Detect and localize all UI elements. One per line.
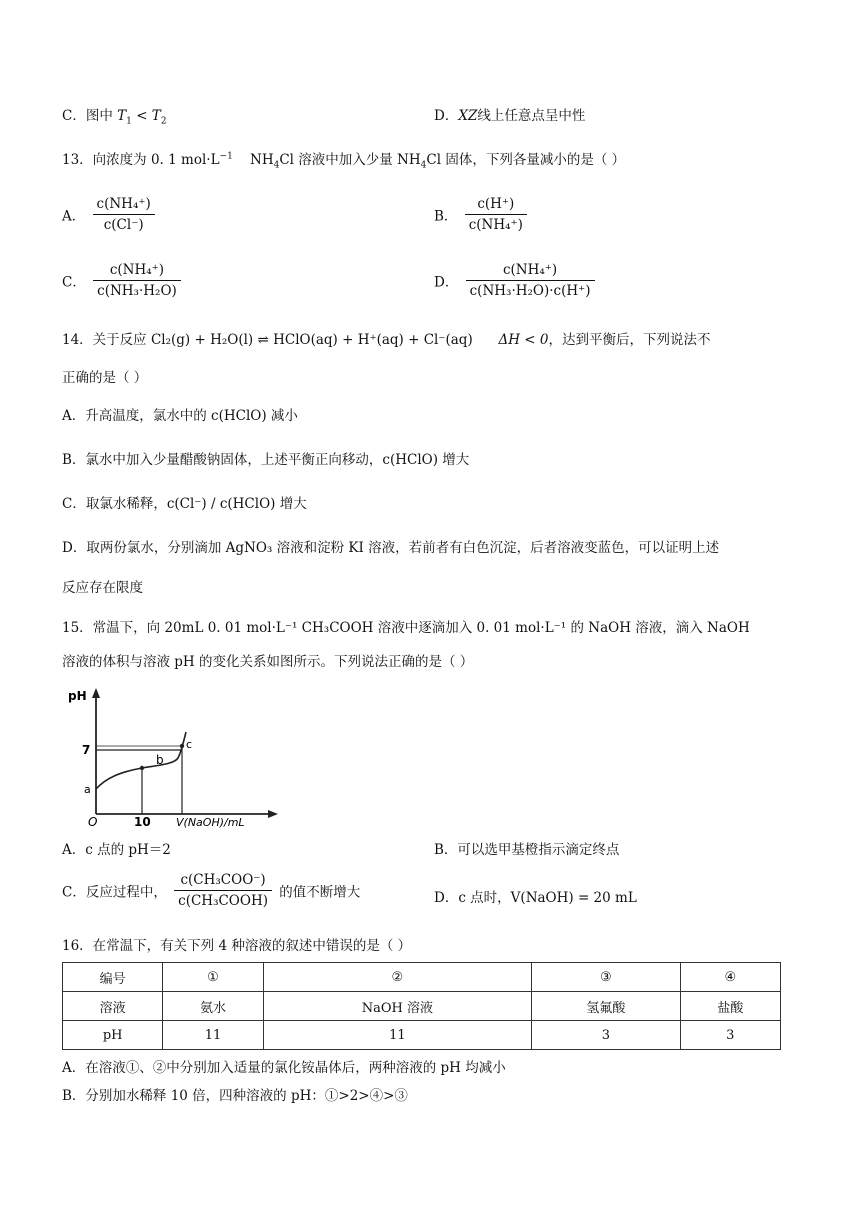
- ylabel: pH: [68, 689, 87, 703]
- table-cell: ②: [263, 963, 531, 992]
- q12-option-c: C．图中 $T_1 < T_2$: [62, 108, 167, 127]
- origin-label: O: [88, 815, 98, 828]
- q16-option-b: B．分别加水稀释 10 倍，四种溶液的 pH：①>2>④>③: [62, 1088, 408, 1104]
- table-cell: 溶液: [63, 992, 163, 1021]
- table-cell: 3: [680, 1021, 780, 1050]
- q14-option-a: A．升高温度，氯水中的 c(HClO) 减小: [62, 408, 298, 424]
- point-b-label: b: [156, 753, 164, 767]
- q15-option-a: A．c 点的 pH＝2: [62, 842, 171, 858]
- q13-option-c: C． $\frac{\text{c(NH₄⁺)}}{\text{c(NH₃·H₂O)}}$: [62, 262, 184, 299]
- table-cell: 11: [163, 1021, 263, 1050]
- q13-stem: 13．向浓度为 0. 1 $mol\cdot L^{-1}$ $NH_4Cl$ 溶液中加入少量 $NH_4Cl$ 固体，下列各量减小的是（ ）: [62, 151, 626, 171]
- point-a-label: a: [84, 783, 91, 796]
- table-cell: 氢氟酸: [532, 992, 681, 1021]
- y-axis-arrow: [92, 688, 100, 698]
- table-row: [63, 963, 781, 992]
- table-cell: pH: [63, 1021, 163, 1050]
- table-row: [63, 992, 781, 1021]
- table-cell: 3: [532, 1021, 681, 1050]
- q15-option-b: B．可以选甲基橙指示滴定终点: [434, 842, 620, 858]
- q13-option-a: A． $\frac{\text{c(NH₄⁺)}}{c(Cl^-)}$: [62, 196, 158, 233]
- xlabel: V(NaOH)/mL: [176, 816, 245, 828]
- y7-label: 7: [82, 743, 91, 757]
- q13-option-d: D． $\frac{\text{c(NH₄⁺)}}{\text{c(NH₃·H₂O)·c(H⁺)}}$: [434, 262, 598, 299]
- table-cell: 盐酸: [680, 992, 780, 1021]
- q12-option-d: D．XZ线上任意点呈中性: [434, 108, 586, 124]
- q15-option-c: C．反应过程中， $\frac{\text{c(CH₃COO⁻)}}{\text{c(CH₃COOH)}}$ 的值不断增大: [62, 872, 361, 909]
- q14-stem-line2: 正确的是（ ）: [62, 370, 148, 386]
- table-row: [63, 1021, 781, 1050]
- table-cell: 氨水: [163, 992, 263, 1021]
- q15-option-d: D．c 点时，V(NaOH) = 20 mL: [434, 890, 637, 906]
- q16-option-a: A．在溶液①、②中分别加入适量的氯化铵晶体后，两种溶液的 pH 均减小: [62, 1060, 506, 1076]
- table-cell: ③: [532, 963, 681, 992]
- titration-curve: [96, 732, 186, 789]
- point-c-label: c: [186, 738, 193, 751]
- point-c: [180, 744, 184, 748]
- q14-option-b: B．氯水中加入少量醋酸钠固体，上述平衡正向移动，c(HClO) 增大: [62, 452, 470, 468]
- table-cell: NaOH 溶液: [263, 992, 531, 1021]
- table-cell: ①: [163, 963, 263, 992]
- point-b: [140, 766, 144, 770]
- q14-option-c: C．取氯水稀释，c(Cl⁻) / c(HClO) 增大: [62, 496, 307, 512]
- q14-stem-line1: 14．关于反应 Cl₂(g) + H₂O(l) ⇌ HClO(aq) + H⁺(aq) + Cl⁻(aq) ΔH < 0，达到平衡后，下列说法不: [62, 332, 711, 348]
- solution-table: [62, 962, 781, 1050]
- table-cell: 11: [263, 1021, 531, 1050]
- x10-label: 10: [134, 815, 151, 828]
- q13-option-b: B． $\frac{c(H^+)}{\text{c(NH₄⁺)}}$: [434, 196, 530, 233]
- table-cell: 编号: [63, 963, 163, 992]
- q14-option-d-line2: 反应存在限度: [62, 580, 143, 596]
- x-axis-arrow: [268, 810, 278, 818]
- q15-stem-line1: 15．常温下，向 20mL 0. 01 mol·L⁻¹ CH₃COOH 溶液中逐滴加入 0. 01 mol·L⁻¹ 的 NaOH 溶液，滴入 NaOH: [62, 620, 750, 636]
- titration-graph: [60, 686, 285, 828]
- table-cell: ④: [680, 963, 780, 992]
- q15-stem-line2: 溶液的体积与溶液 pH 的变化关系如图所示。下列说法正确的是（ ）: [62, 654, 474, 670]
- q14-option-d-line1: D．取两份氯水，分别滴加 AgNO₃ 溶液和淀粉 KI 溶液，若前者有白色沉淀，后者溶液变蓝色，可以证明上述: [62, 540, 720, 556]
- q16-stem: 16．在常温下，有关下列 4 种溶液的叙述中错误的是（ ）: [62, 938, 412, 954]
